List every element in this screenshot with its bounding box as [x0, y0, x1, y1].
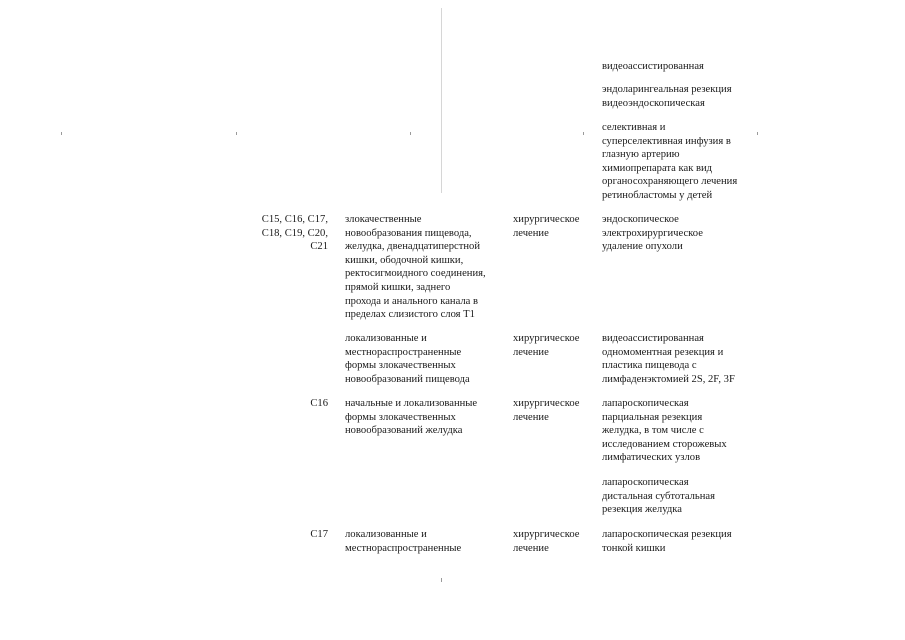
text-line: парциальная резекция — [602, 411, 703, 423]
text-line: кишки, ободочной кишки, — [345, 254, 464, 266]
text-line: местнораспространенные — [345, 542, 462, 554]
text-line: местнораспространенные — [345, 346, 462, 358]
text-line: видеоассистированная — [602, 61, 704, 72]
text-line: суперселективная инфузия в — [602, 135, 731, 147]
text-line: лимфаденэктомией 2S, 2F, 3F — [602, 373, 735, 385]
text-line: одномоментная резекция и — [602, 346, 724, 358]
text-line: прямой кишки, заднего — [345, 281, 451, 293]
text-line: пластика пищевода с — [602, 360, 697, 372]
text-line: злокачественные — [345, 214, 422, 225]
method-cell — [602, 60, 762, 74]
text-line: формы злокачественных — [345, 360, 456, 372]
code-cell — [252, 397, 328, 411]
text-line: хирургическое — [513, 214, 580, 225]
text-line: C16 — [310, 398, 328, 409]
text-line: электрохирургическое — [602, 227, 703, 239]
text-line: исследованием сторожевых — [602, 438, 727, 450]
scan-artifact-dot — [441, 578, 442, 582]
text-line: прохода и анального канала в — [345, 295, 479, 307]
scan-artifact-dot — [583, 132, 584, 135]
text-line: новообразований пищевода — [345, 373, 470, 385]
text-line: C21 — [310, 241, 328, 253]
text-line: лечение — [513, 346, 549, 358]
text-line: желудка, двенадцатиперстной — [345, 241, 480, 253]
treatment-cell — [513, 332, 597, 359]
text-line: органосохраняющего лечения — [602, 176, 738, 188]
text-line: локализованные и — [345, 333, 427, 344]
method-cell — [602, 397, 762, 465]
treatment-cell — [513, 397, 597, 424]
text-line: ректосигмоидного соединения, — [345, 268, 486, 280]
text-line: эндоларингеальная резекция — [602, 84, 732, 95]
text-line: эндоскопическое — [602, 214, 679, 225]
text-line: лечение — [513, 411, 549, 423]
text-line: видеоассистированная — [602, 333, 704, 344]
text-line: C17 — [310, 529, 328, 540]
scan-artifact-dot — [410, 132, 411, 135]
text-line: лимфатических узлов — [602, 452, 701, 464]
text-line: новообразований желудка — [345, 425, 463, 437]
text-line: лечение — [513, 227, 549, 239]
text-line: локализованные и — [345, 529, 427, 540]
text-line: новообразования пищевода, — [345, 227, 472, 239]
text-line: желудка, в том числе с — [602, 425, 704, 437]
text-line: лапароскопическая — [602, 477, 689, 488]
text-line: химиопрепарата как вид — [602, 162, 713, 174]
method-cell — [602, 528, 762, 555]
diagnosis-cell — [345, 332, 507, 386]
text-line: хирургическое — [513, 529, 580, 540]
scan-artifact-dot — [61, 132, 62, 135]
text-line: лапароскопическая — [602, 398, 689, 409]
text-line: дистальная субтотальная — [602, 490, 715, 502]
scan-artifact-line — [441, 8, 442, 193]
text-line: хирургическое — [513, 333, 580, 344]
text-line: ретинобластомы у детей — [602, 189, 713, 201]
method-cell — [602, 213, 762, 254]
diagnosis-cell — [345, 528, 507, 555]
text-line: резекция желудка — [602, 504, 682, 516]
method-cell — [602, 332, 762, 386]
method-cell — [602, 83, 762, 110]
text-line: удаление опухоли — [602, 241, 683, 253]
code-cell — [252, 528, 328, 542]
treatment-cell — [513, 213, 597, 240]
text-line: селективная и — [602, 122, 666, 133]
text-line: начальные и локализованные — [345, 398, 478, 409]
method-cell — [602, 121, 762, 203]
text-line: лапароскопическая резекция — [602, 529, 732, 540]
text-line: лечение — [513, 542, 549, 554]
text-line: видеоэндоскопическая — [602, 97, 705, 109]
scan-artifact-dot — [236, 132, 237, 135]
text-line: глазную артерию — [602, 149, 680, 161]
text-line: пределах слизистого слоя T1 — [345, 309, 475, 321]
diagnosis-cell — [345, 397, 507, 438]
diagnosis-cell — [345, 213, 507, 322]
text-line: формы злокачественных — [345, 411, 456, 423]
text-line: C15, C16, C17, — [261, 214, 328, 225]
treatment-cell — [513, 528, 597, 555]
text-line: тонкой кишки — [602, 542, 666, 554]
method-cell — [602, 476, 762, 517]
text-line: хирургическое — [513, 398, 580, 409]
code-cell — [252, 213, 328, 254]
text-line: C18, C19, C20, — [261, 227, 328, 239]
